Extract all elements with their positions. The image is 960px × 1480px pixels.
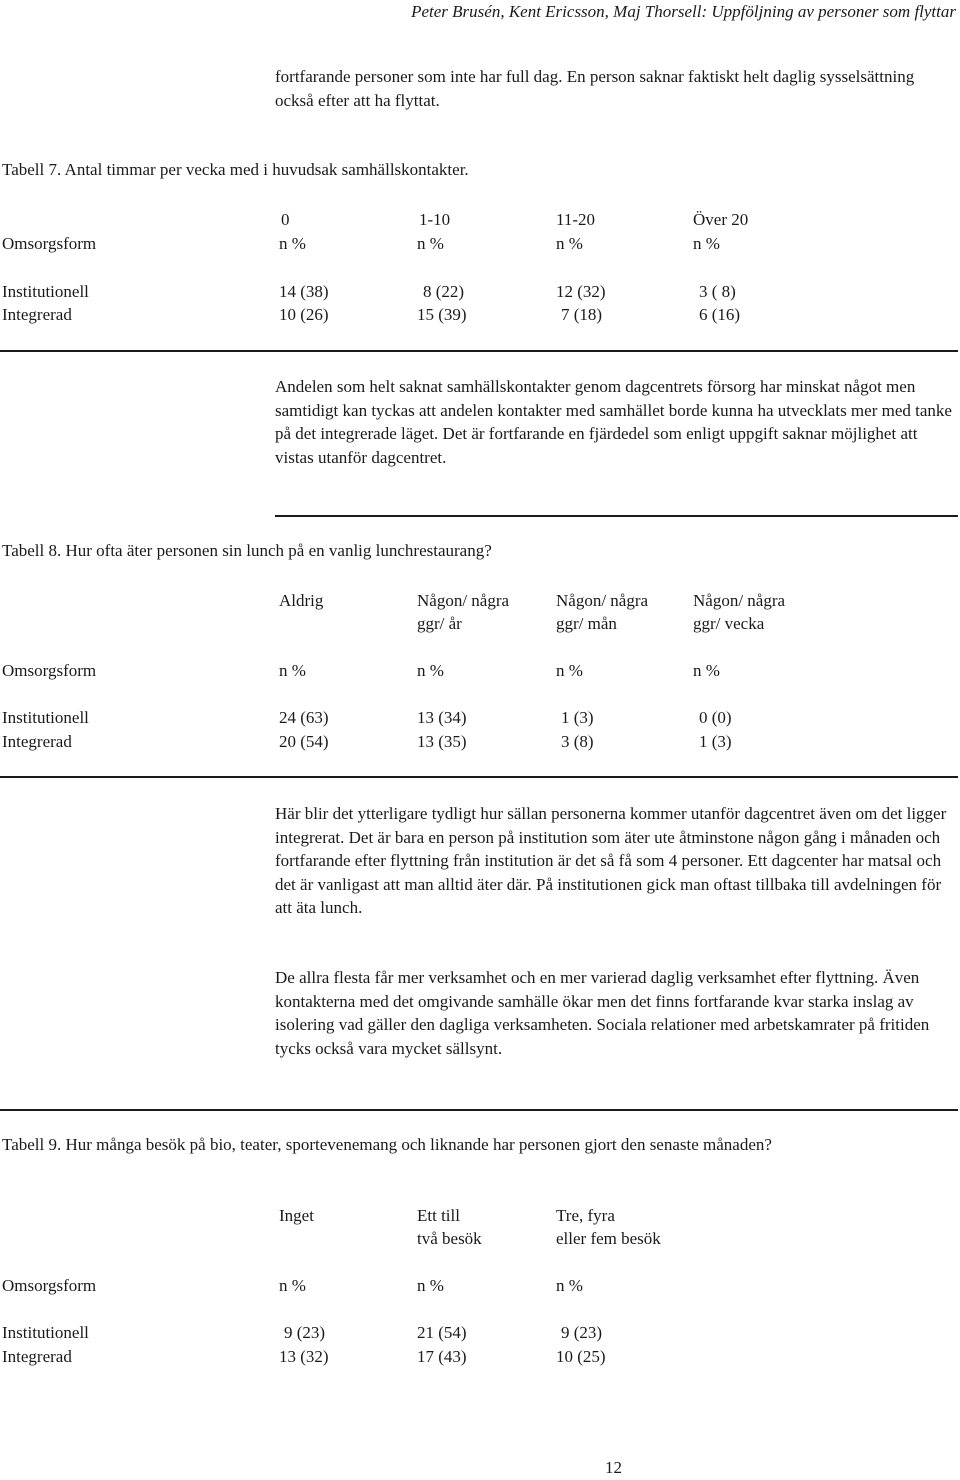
- divider-rule: [0, 1109, 958, 1111]
- table7-row-header: Omsorgsform: [2, 234, 97, 253]
- table9-col-header: två besök: [417, 1229, 482, 1248]
- table7-cell: 15 (39): [417, 305, 467, 324]
- table8-col-sub: n %: [279, 661, 306, 680]
- table8-row-label: Integrerad: [2, 732, 72, 751]
- table8-row-header: Omsorgsform: [2, 661, 97, 680]
- table7-cell: 8 (22): [423, 282, 465, 301]
- table7-row-label: Institutionell: [2, 282, 89, 301]
- table9-caption: Tabell 9. Hur många besök på bio, teater, sportevenemang och liknande har personen gjort den senaste månaden?: [2, 1135, 772, 1154]
- table9-col-sub: n %: [417, 1276, 444, 1295]
- table9-cell: 9 (23): [561, 1323, 603, 1342]
- table8-col-sub: n %: [417, 661, 444, 680]
- table8-cell: 3 (8): [561, 732, 594, 751]
- table8-cell: 20 (54): [279, 732, 329, 751]
- table8-col-header: ggr/ mån: [556, 614, 617, 633]
- table9-row-label: Integrerad: [2, 1347, 72, 1366]
- table8-col-sub: n %: [556, 661, 583, 680]
- paragraph-after-table8-1: Här blir det ytterligare tydligt hur sällan personerna kommer utanför dagcentret även om det ligger integrerat. Det är bara en person på institution som äter ute åtminstone någon gång i månaden och fortfarande efter flyttning från institution är det så få som 4 personer. Ett dagcenter har matsal och det är vanligast att man alltid äter där. På institutionen gick man oftast tillbaka till avdelningen för att äta lunch.: [275, 804, 947, 917]
- table7-col-header: Över 20: [693, 210, 749, 229]
- table8-cell: 24 (63): [279, 708, 329, 727]
- table7-col-sub: n %: [279, 234, 306, 253]
- table8-cell: 1 (3): [699, 732, 732, 751]
- running-header: Peter Brusén, Kent Ericsson, Maj Thorsell: Uppföljning av personer som flyttar: [411, 2, 956, 21]
- paragraph-after-table8-2: De allra flesta får mer verksamhet och en mer varierad daglig verksamhet efter flyttning. Även kontakterna med det omgivande samhälle ökar men det finns fortfarande kvar starka inslag av isolering vad gäller den dagliga verksamheten. Sociala relationer med arbetskamrater på fritiden tycks också vara mycket sällsynt.: [275, 968, 930, 1058]
- table8-cell: 13 (34): [417, 708, 467, 727]
- table8-col-header: ggr/ vecka: [693, 614, 765, 633]
- table9-cell: 9 (23): [284, 1323, 326, 1342]
- table7-col-header: 1-10: [419, 210, 451, 229]
- table7-cell: 3 ( 8): [699, 282, 736, 301]
- table8-col-header: Någon/ några: [693, 591, 786, 610]
- table7-cell: 12 (32): [556, 282, 606, 301]
- table7-row-label: Integrerad: [2, 305, 72, 324]
- table7-col-sub: n %: [417, 234, 444, 253]
- intro-paragraph: fortfarande personer som inte har full dag. En person saknar faktiskt helt daglig sysselsättning också efter att ha flyttat.: [275, 67, 915, 110]
- table9-row-label: Institutionell: [2, 1323, 89, 1342]
- table7-cell: 6 (16): [699, 305, 741, 324]
- page-number: 12: [605, 1458, 622, 1477]
- table8-caption: Tabell 8. Hur ofta äter personen sin lunch på en vanlig lunchrestaurang?: [2, 541, 492, 560]
- table9-cell: 21 (54): [417, 1323, 467, 1342]
- table9-col-header: eller fem besök: [556, 1229, 661, 1248]
- table7-col-header: 11-20: [556, 210, 596, 229]
- table8-col-header: Någon/ några: [417, 591, 510, 610]
- table9-cell: 10 (25): [556, 1347, 606, 1366]
- table8-col-header: Aldrig: [279, 591, 324, 610]
- paragraph-after-table7: Andelen som helt saknat samhällskontakter genom dagcentrets försorg har minskat något men samtidigt kan tyckas att andelen kontakter med samhället borde kunna ha utvecklats mer med tanke på det integrerade läget. Det är fortfarande en fjärdedel som enligt uppgift saknar möjlighet att vistas utanför dagcentret.: [275, 377, 952, 467]
- table7-caption: Tabell 7. Antal timmar per vecka med i huvudsak samhällskontakter.: [2, 160, 469, 179]
- table7-col-sub: n %: [693, 234, 720, 253]
- divider-rule: [275, 515, 958, 517]
- table7-col-sub: n %: [556, 234, 583, 253]
- divider-rule: [0, 776, 958, 778]
- table9-col-header: Ett till: [417, 1206, 460, 1225]
- table7-cell: 7 (18): [561, 305, 603, 324]
- table9-cell: 13 (32): [279, 1347, 329, 1366]
- table7-cell: 14 (38): [279, 282, 329, 301]
- table8-cell: 1 (3): [561, 708, 594, 727]
- table9-col-sub: n %: [279, 1276, 306, 1295]
- table8-cell: 13 (35): [417, 732, 467, 751]
- table8-col-sub: n %: [693, 661, 720, 680]
- table7-col-header: 0: [281, 210, 290, 229]
- divider-rule: [0, 350, 958, 352]
- table9-col-header: Inget: [279, 1206, 314, 1225]
- table7-cell: 10 (26): [279, 305, 329, 324]
- table9-cell: 17 (43): [417, 1347, 467, 1366]
- table9-col-header: Tre, fyra: [556, 1206, 615, 1225]
- table8-col-header: ggr/ år: [417, 614, 462, 633]
- table8-col-header: Någon/ några: [556, 591, 649, 610]
- table9-col-sub: n %: [556, 1276, 583, 1295]
- table9-row-header: Omsorgsform: [2, 1276, 97, 1295]
- table8-cell: 0 (0): [699, 708, 732, 727]
- table8-row-label: Institutionell: [2, 708, 89, 727]
